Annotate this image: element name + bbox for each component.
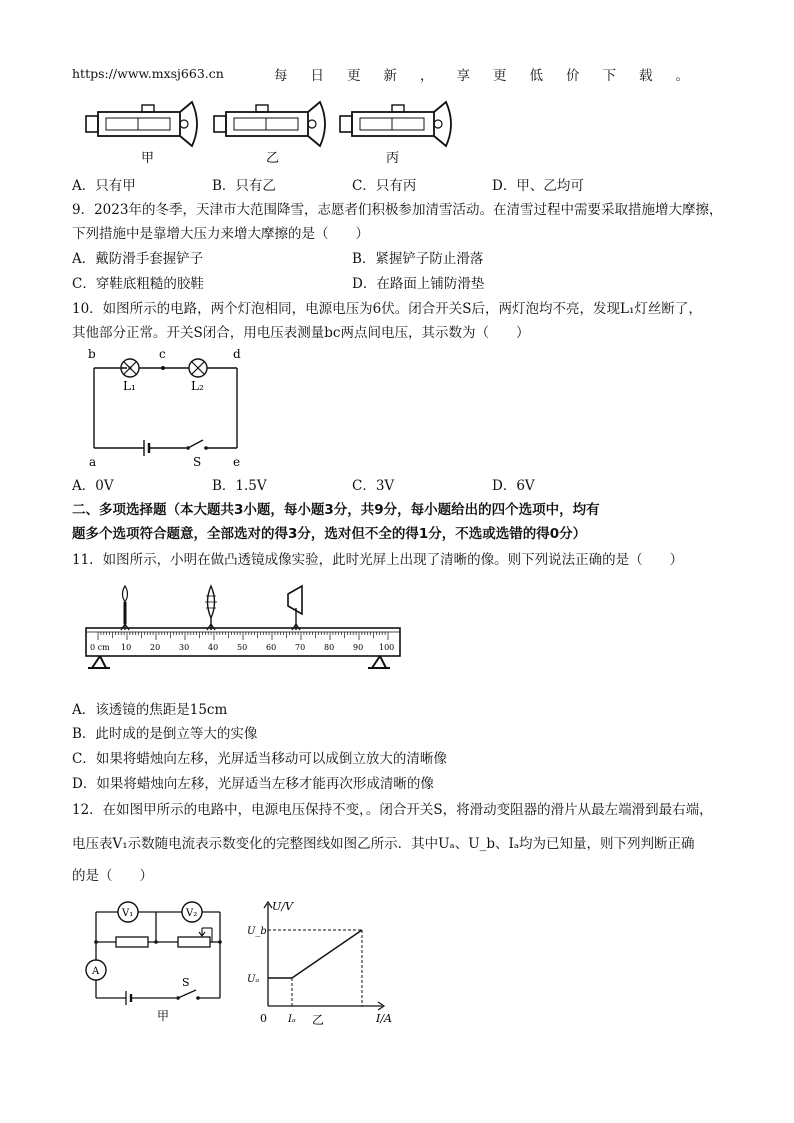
q12-ui-graph <box>244 898 404 1033</box>
node-d-label: d <box>233 347 241 361</box>
q9-stem-line2: 下列措施中是靠增大压力来增大摩擦的是（ ） <box>72 226 369 242</box>
q8-option-d[interactable]: D．甲、乙均可 <box>492 178 584 194</box>
ruler-tick-label: 30 <box>179 643 190 652</box>
section2-heading-line1: 二、多项选择题（本大题共3小题，每小题3分，共9分，每小题给出的四个选项中，均有 <box>72 502 600 518</box>
q12-stem-line2: 电压表V₁示数随电流表示数变化的完整图线如图乙所示．其中Uₐ、U_b、Iₐ均为已知量，则下列判断正确 <box>72 836 695 852</box>
q12-stem-line1: 12．在如图甲所示的电路中，电源电压保持不变，。闭合开关S，将滑动变阻器的滑片从最左端滑到最右端， <box>72 802 713 818</box>
ub-label: U_b <box>247 926 267 937</box>
ua-label: Uₐ <box>247 974 260 985</box>
rheostat-icon <box>178 937 210 947</box>
q12-stem-line3: 的是（ ） <box>72 868 153 884</box>
switch-icon <box>188 440 203 448</box>
ruler-tick-label: 10 <box>121 643 132 652</box>
node-b-label: b <box>88 347 96 361</box>
switch-icon-2 <box>178 990 196 998</box>
bench-leg-right <box>368 656 390 668</box>
fig-label-yi: 乙 <box>266 151 280 166</box>
ammeter-label: A <box>92 966 100 977</box>
q11-stem-line1: 11．如图所示，小明在做凸透镜成像实验，此时光屏上出现了清晰的像。则下列说法正确的是（ ） <box>72 552 684 568</box>
ruler-tick-label: 60 <box>266 643 277 652</box>
q10-option-d[interactable]: D．6V <box>492 478 535 494</box>
circuit-caption: 甲 <box>157 1009 170 1023</box>
ruler-tick-label: 100 <box>379 643 395 652</box>
header-slogan: 每日更新，享更低价下载。 <box>274 68 712 84</box>
lamp-l2-label: L₂ <box>191 379 204 393</box>
candle-icon <box>121 586 129 630</box>
ruler-tick-label: 0 cm <box>90 643 110 652</box>
ruler-tick-label: 50 <box>237 643 248 652</box>
q8-option-c[interactable]: C．只有丙 <box>352 178 417 194</box>
flashlight-yi <box>214 102 325 146</box>
flashlight-figures <box>0 100 794 180</box>
y-axis-label: U/V <box>272 900 293 913</box>
q11-option-c[interactable]: C．如果将蜡烛向左移，光屏适当移动可以成倒立放大的清晰像 <box>72 751 447 767</box>
ruler-tick-label: 70 <box>295 643 306 652</box>
q11-option-a[interactable]: A．该透镜的焦距是15cm <box>72 702 228 718</box>
fig-label-bing: 丙 <box>386 151 400 166</box>
convex-lens-icon <box>205 586 217 630</box>
q10-option-c[interactable]: C．3V <box>352 478 395 494</box>
flashlight-bing <box>340 102 451 146</box>
ia-label: Iₐ <box>288 1014 296 1025</box>
q11-option-d[interactable]: D．如果将蜡烛向左移，光屏适当左移才能再次形成清晰的像 <box>72 776 434 792</box>
resistor-icon <box>116 937 148 947</box>
switch-s-label: S <box>193 455 202 469</box>
graph-caption: 乙 <box>312 1013 325 1027</box>
q9-option-b[interactable]: B．紧握铲子防止滑落 <box>352 251 484 267</box>
node-a-label: a <box>89 455 97 469</box>
v2-label: V₂ <box>186 908 198 919</box>
ruler-tick-label: 80 <box>324 643 335 652</box>
node-c-label: c <box>159 347 166 361</box>
bench-leg-left <box>88 656 110 668</box>
ruler-tick-label: 90 <box>353 643 364 652</box>
q8-option-a[interactable]: A．只有甲 <box>72 178 136 194</box>
lamp-l1-label: L₁ <box>123 379 136 393</box>
ruler-tick-label: 40 <box>208 643 219 652</box>
optical-bench-diagram <box>80 584 420 684</box>
light-screen-icon <box>288 586 302 630</box>
q9-option-c[interactable]: C．穿鞋底粗糙的胶鞋 <box>72 276 204 292</box>
header-url[interactable]: https://www.mxsj663.cn <box>72 66 224 81</box>
switch-label: S <box>182 976 190 989</box>
q9-option-d[interactable]: D．在路面上铺防滑垫 <box>352 276 485 292</box>
q12-circuit-diagram <box>82 898 232 1028</box>
origin-label: 0 <box>260 1012 267 1025</box>
graph-rising-segment <box>292 930 362 978</box>
q8-option-b[interactable]: B．只有乙 <box>212 178 276 194</box>
ruler-tick-label: 20 <box>150 643 161 652</box>
node-e-label: e <box>233 455 241 469</box>
q10-stem-line1: 10．如图所示的电路，两个灯泡相同，电源电压为6伏。闭合开关S后，两灯泡均不亮，发现L₁灯丝断了， <box>72 301 702 317</box>
q10-stem-line2: 其他部分正常。开关S闭合，用电压表测量bc两点间电压，其示数为（ ） <box>72 325 530 341</box>
q10-circuit-diagram <box>82 342 282 472</box>
q9-option-a[interactable]: A．戴防滑手套握铲子 <box>72 251 204 267</box>
q11-option-b[interactable]: B．此时成的是倒立等大的实像 <box>72 726 258 742</box>
q9-stem-line1: 9．2023年的冬季，天津市大范围降雪，志愿者们积极参加清雪活动。在清雪过程中需要采取措施增大摩擦， <box>72 202 723 218</box>
q10-option-a[interactable]: A．0V <box>72 478 114 494</box>
q10-option-b[interactable]: B．1.5V <box>212 478 267 494</box>
section2-heading-line2: 题多个选项符合题意，全部选对的得3分，选对但不全的得1分，不选或选错的得0分） <box>72 526 587 542</box>
x-axis-label: I/A <box>376 1012 392 1025</box>
flashlight-jia <box>86 102 197 146</box>
v1-label: V₁ <box>122 908 134 919</box>
fig-label-jia: 甲 <box>141 151 155 166</box>
